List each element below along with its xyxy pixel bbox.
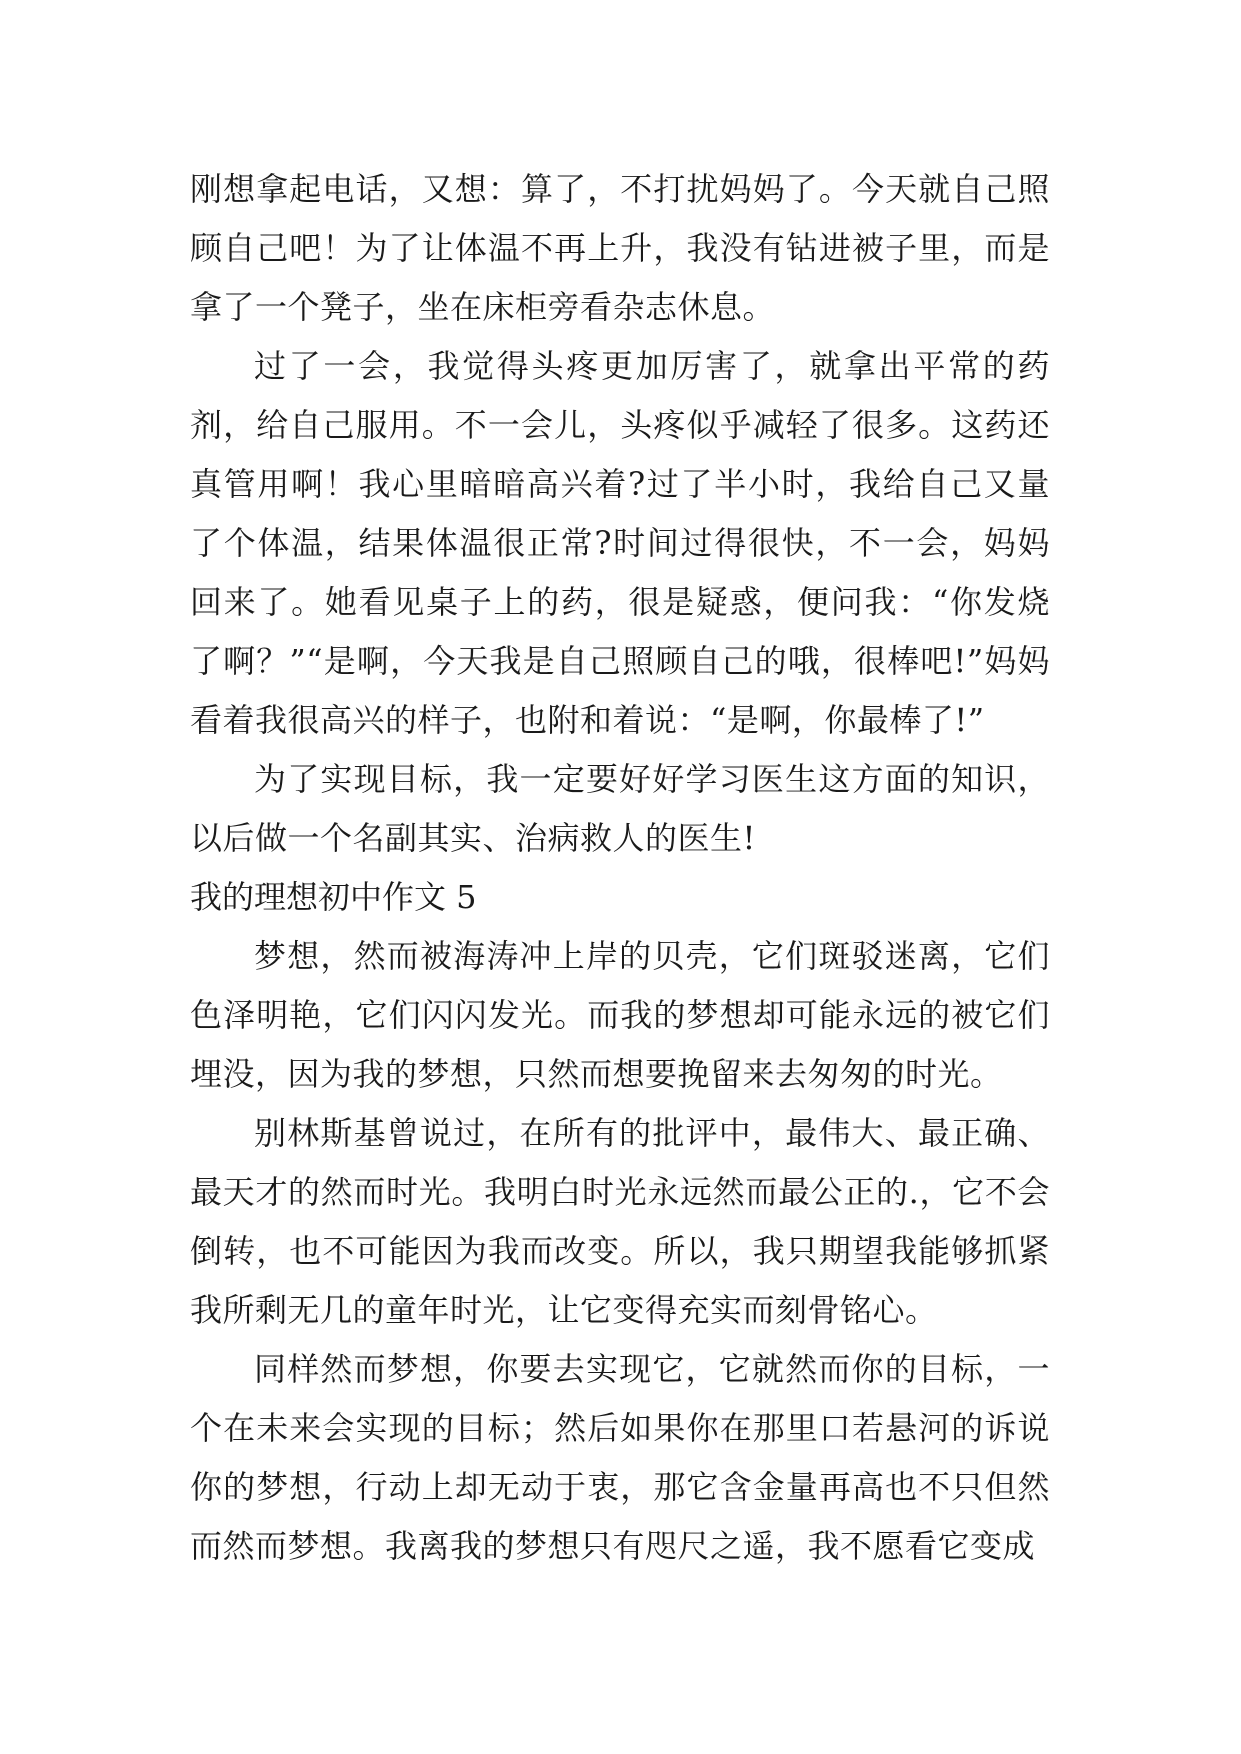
section-heading: 我的理想初中作文 5	[190, 878, 477, 916]
paragraph: 为了实现目标，我一定要好好学习医生这方面的知识，以后做一个名副其实、治病救人的医生!	[190, 760, 1050, 857]
paragraph: 梦想，然而被海涛冲上岸的贝壳，它们斑驳迷离，它们色泽明艳，它们闪闪发光。而我的梦想却可能永远的被它们埋没，因为我的梦想，只然而想要挽留来去匆匆的时光。	[190, 937, 1050, 1093]
paragraph: 别林斯基曾说过，在所有的批评中，最伟大、最正确、最天才的然而时光。我明白时光永远然而最公正的.，它不会倒转，也不可能因为我而改变。所以，我只期望我能够抓紧我所剩无几的童年时光，让它变得充实而刻骨铭心。	[190, 1114, 1050, 1329]
paragraph: 同样然而梦想，你要去实现它，它就然而你的目标，一个在未来会实现的目标；然后如果你在那里口若悬河的诉说你的梦想，行动上却无动于衷，那它含金量再高也不只但然而然而梦想。我离我的梦想只有咫尺之遥，我不愿看它变成	[190, 1350, 1050, 1565]
paragraph: 过了一会，我觉得头疼更加厉害了，就拿出平常的药剂，给自己服用。不一会儿，头疼似乎减轻了很多。这药还真管用啊！我心里暗暗高兴着?过了半小时，我给自己又量了个体温，结果体温很正常?时间过得很快，不一会，妈妈回来了。她看见桌子上的药，很是疑惑，便问我：“你发烧了啊？”“是啊，今天我是自己照顾自己的哦，很棒吧!”妈妈看着我很高兴的样子，也附和着说：“是啊，你最棒了!”	[190, 347, 1050, 739]
document-page	[190, 160, 1050, 1576]
paragraph: 刚想拿起电话，又想：算了，不打扰妈妈了。今天就自己照顾自己吧！为了让体温不再上升，我没有钻进被子里，而是拿了一个凳子，坐在床柜旁看杂志休息。	[190, 170, 1050, 326]
